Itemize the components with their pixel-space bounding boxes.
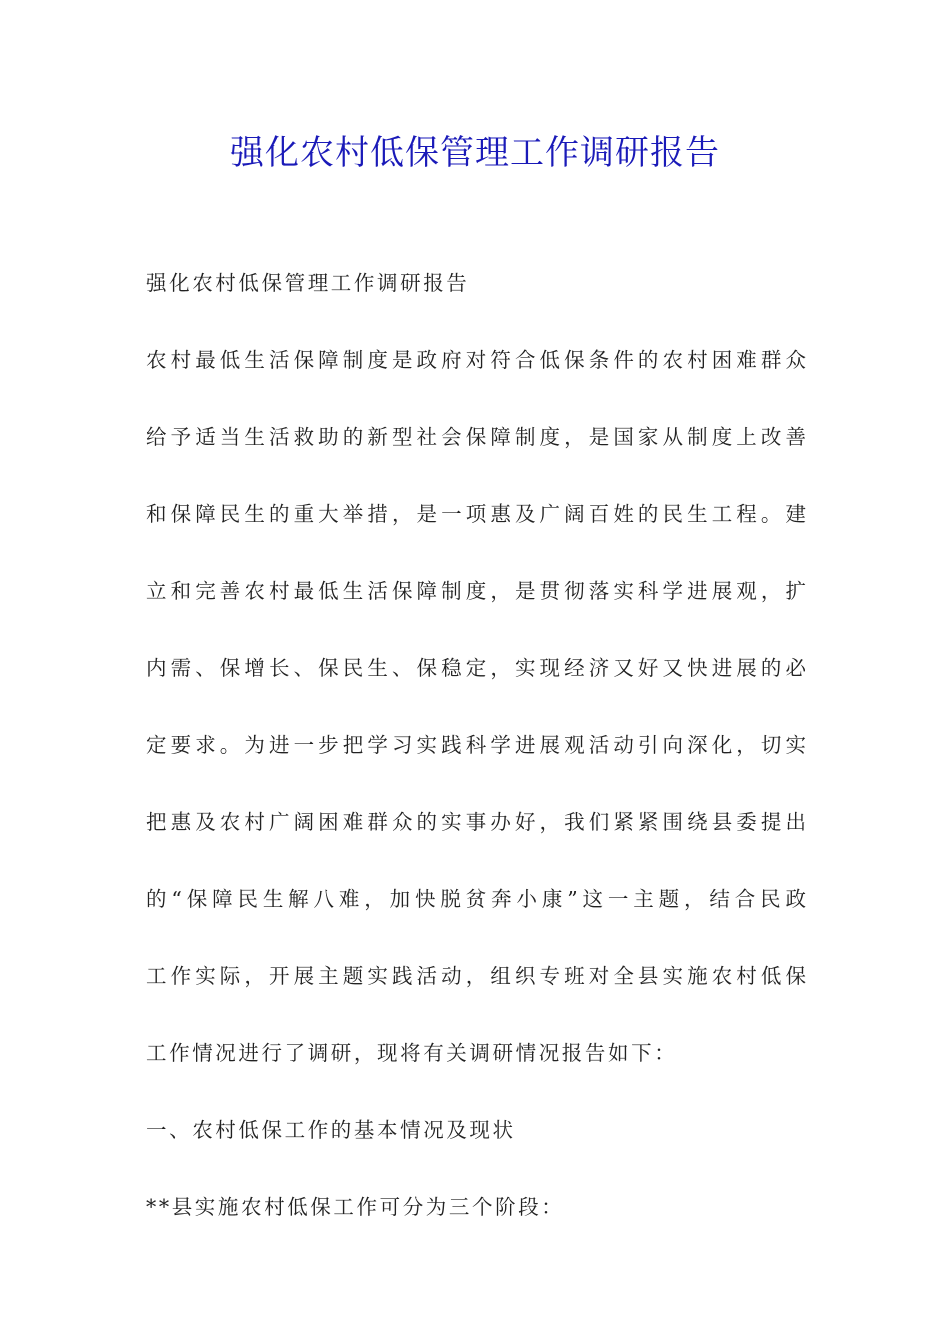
- paragraph-line: 农村最低生活保障制度是政府对符合低保条件的农村困难群众: [146, 348, 806, 372]
- paragraph-line: 和保障民生的重大举措，是一项惠及广阔百姓的民生工程。建: [146, 502, 806, 526]
- paragraph-line: 立和完善农村最低生活保障制度，是贯彻落实科学进展观，扩: [146, 579, 806, 603]
- paragraph-line: 工作实际，开展主题实践活动，组织专班对全县实施农村低保: [146, 964, 806, 988]
- paragraph-line: **县实施农村低保工作可分为三个阶段：: [146, 1195, 565, 1219]
- paragraph-line: 内需、保增长、保民生、保稳定，实现经济又好又快进展的必: [146, 656, 806, 680]
- paragraph-line: 的“保障民生解八难，加快脱贫奔小康”这一主题，结合民政: [146, 887, 806, 911]
- section-heading: 一、农村低保工作的基本情况及现状: [146, 1118, 516, 1142]
- paragraph-line: 把惠及农村广阔困难群众的实事办好，我们紧紧围绕县委提出: [146, 810, 806, 834]
- paragraph-line: 给予适当生活救助的新型社会保障制度，是国家从制度上改善: [146, 425, 806, 449]
- document-subtitle: 强化农村低保管理工作调研报告: [146, 271, 470, 295]
- document-title: 强化农村低保管理工作调研报告: [230, 133, 720, 173]
- paragraph-line: 定要求。为进一步把学习实践科学进展观活动引向深化，切实: [146, 733, 806, 757]
- paragraph-line: 工作情况进行了调研，现将有关调研情况报告如下：: [146, 1041, 678, 1065]
